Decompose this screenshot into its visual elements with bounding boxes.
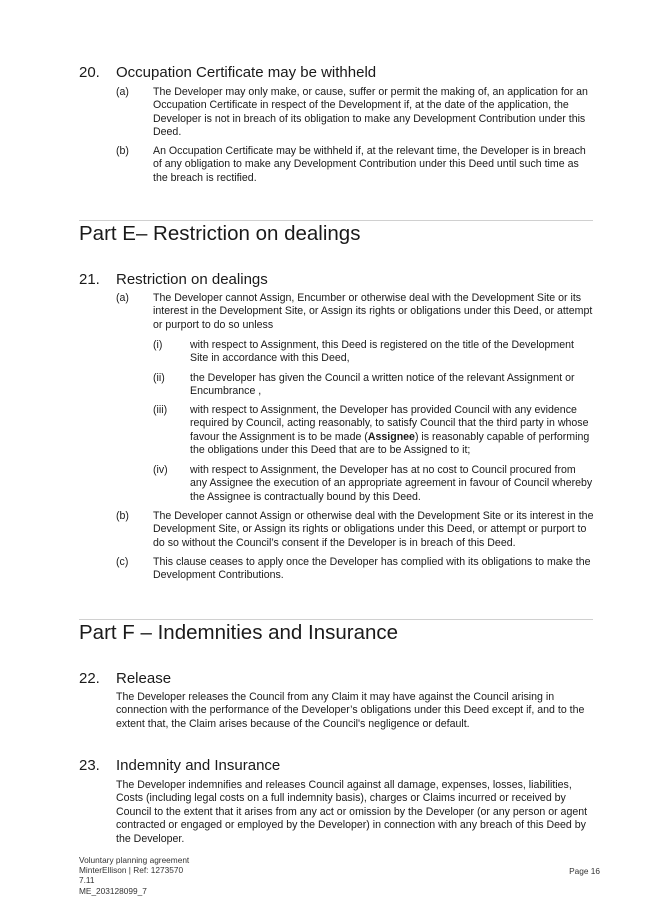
footer-doc-title: Voluntary planning agreement — [79, 855, 190, 865]
subpara-text-part: ) is reasonably capable of performing the obligations under this Deed that are to be Assigned to it; — [190, 430, 590, 457]
clause-title: Occupation Certificate may be withheld — [116, 64, 377, 81]
subpara-label: (i) — [153, 339, 163, 351]
subpara-text: with respect to Assignment, this Deed is registered on the title of the Development Site in accordance with this Deed, — [190, 339, 574, 365]
clause-number: 22. — [79, 670, 100, 687]
subpara-text: with respect to Assignment, the Developer has at no cost to Council procured from any Assignee the execution of an appropriate agreement in favour of Council whereby the Assignee is contractually bound by this Deed. — [190, 464, 593, 503]
section-divider — [79, 220, 593, 221]
subpara-label: (iii) — [153, 404, 168, 416]
footer-version: 7.11 — [79, 875, 95, 886]
footer — [79, 855, 189, 896]
para-text: An Occupation Certificate may be withheld if, at the relevant time, the Developer is in breach of any obligation to make any Development Contribution under this Deed until such time as the breach is rectified. — [153, 145, 586, 184]
para-label: (a) — [116, 292, 129, 304]
para-label: (a) — [116, 86, 129, 98]
clause-number: 21. — [79, 271, 100, 288]
subpara-text: the Developer has given the Council a written notice of the relevant Assignment or Encumbrance , — [190, 372, 575, 398]
part-e-heading: Part E– Restriction on dealings — [79, 222, 361, 245]
page-number: Page 16 — [569, 866, 600, 876]
para-text: The Developer cannot Assign, Encumber or otherwise deal with the Development Site or its interest in the Development Site, or Assign its rights or obligations under this Deed, or attempt or purport to do so unless — [153, 292, 593, 331]
clause-title: Restriction on dealings — [116, 271, 268, 288]
clause-22-text: The Developer releases the Council from any Claim it may have against the Council arising in connection with the performance of the Developer’s obligations under this Deed except if, and to the extent that, the Claim arises because of the Council's negligence or default. — [116, 691, 585, 730]
subpara-text-part: with respect to Assignment, the Developer has provided Council with any evidence required by Council, acting reasonably, to satisfy Council that the third party in whose favour the Assignment is to be made ( — [190, 404, 589, 443]
clause-title: Release — [116, 670, 172, 687]
subpara-label: (iv) — [153, 464, 168, 476]
subpara-text — [190, 404, 593, 458]
part-f-heading: Part F – Indemnities and Insurance — [79, 621, 399, 644]
clause-title: Indemnity and Insurance — [116, 757, 281, 774]
para-label: (b) — [116, 145, 129, 157]
subpara-label: (ii) — [153, 372, 165, 384]
para-text: The Developer cannot Assign or otherwise deal with the Development Site or its interest in the Development Site, or Assign its rights or obligations under this Deed, or attempt or purport to do so without the Council’s consent if the Developer is in breach of this Deed. — [153, 510, 594, 549]
footer-doc-id: ME_203128099_7 — [79, 885, 147, 896]
defined-term-assignee: Assignee — [367, 430, 415, 443]
clause-23-text: The Developer indemnifies and releases Council against all damage, expenses, losses, liabilities, Costs (including legal costs on a full indemnity basis), charges or Claims incurred or received by Council to the extent that it arises from any act or omission by the Developer (or any person or agent contracted or engaged or employed by the Developer) in connection with any breach of this Deed by the Developer. — [116, 779, 588, 845]
clause-number: 20. — [79, 64, 100, 81]
para-text: This clause ceases to apply once the Developer has complied with its obligations to make the Development Contributions. — [153, 556, 591, 582]
clause-number: 23. — [79, 757, 100, 774]
section-divider — [79, 619, 593, 620]
para-text: The Developer may only make, or cause, suffer or permit the making of, an application for an Occupation Certificate in respect of the Development if, at the date of the application, the Developer is not in breach of its obligation to make any Development Contribution under this Deed. — [153, 86, 588, 139]
footer-ref: MinterEllison | Ref: 1273570 — [79, 865, 184, 876]
para-label: (c) — [116, 556, 129, 568]
para-label: (b) — [116, 510, 129, 522]
